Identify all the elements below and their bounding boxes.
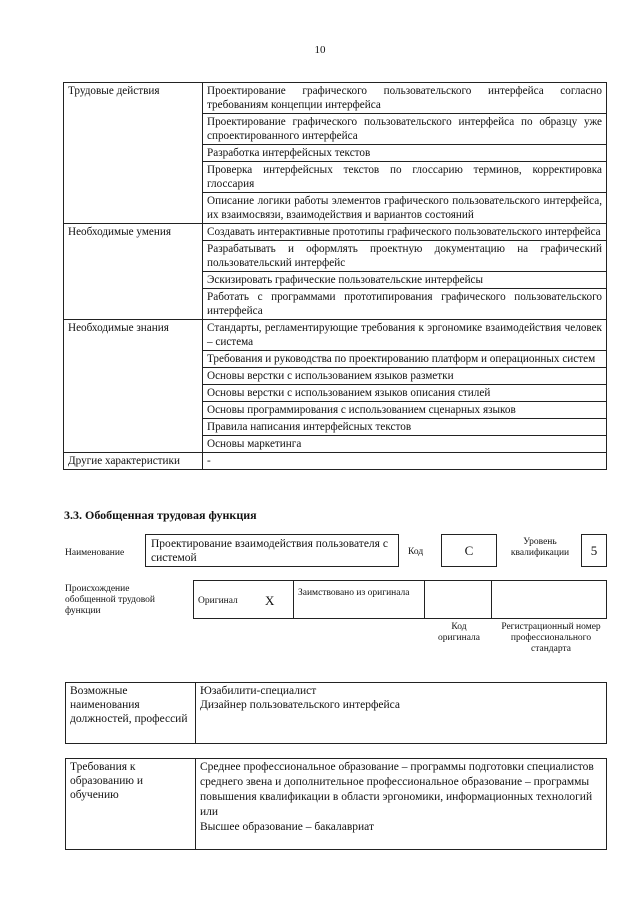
education-line: Среднее профессиональное образование – программы подготовки специалистов среднего звена и дополнительное профессиональное образование – программы повышения квалификации в области эргономики, информационных технологий [200,761,594,803]
education-line: или [200,806,219,818]
row-item: Проектирование графического пользовательского интерфейса по образцу уже спроектированного интерфейса [203,114,607,145]
vacancy-item: Юзабилити-специалист [200,685,317,697]
table-row [64,224,607,241]
original-mark: X [265,593,275,608]
row-item: Разработка интерфейсных текстов [203,145,607,162]
row-item: Создавать интерактивные прототипы графического пользовательского интерфейса [203,224,607,241]
education-label: Требования к образованию и обучению [66,759,196,850]
page-number: 10 [314,44,326,56]
vacancies-values [196,683,607,744]
table-row [64,83,607,114]
level-value: 5 [590,543,598,558]
code-original-label: Код оригинала [438,622,480,643]
vacancies-label: Возможные наименования должностей, профессий [66,683,196,744]
education-table [65,758,607,850]
level-label: Уровень квалификации [510,537,570,558]
row-item: Описание логики работы элементов графического пользовательского интерфейса, их взаимосвязи, взаимодействия и вариантов состояний [203,193,607,224]
row-item: Проектирование графического пользовательского интерфейса согласно требованиям концепции интерфейса [203,83,607,114]
origin-label: Происхождение обобщенной трудовой функции [65,584,155,616]
origin-box [193,580,607,619]
education-values [196,759,607,850]
function-name-box [145,534,399,567]
row-item: Требования и руководства по проектированию платформ и операционных систем [203,351,607,368]
vacancy-item: Дизайнер пользовательского интерфейса [200,699,401,711]
origin-divider-3 [491,580,492,619]
row-label: Необходимые знания [64,320,203,453]
name-label: Наименование [65,548,125,558]
row-item: Проверка интерфейсных текстов по глоссарию терминов, корректировка глоссария [203,162,607,193]
row-item: Разрабатывать и оформлять проектную документацию на графический пользовательский интерфейс [203,241,607,272]
row-item: Основы программирования с использованием сценарных языков [203,402,607,419]
row-item: - [203,453,607,470]
vacancies-table [65,682,607,744]
row-item: Основы верстки с использованием языков разметки [203,368,607,385]
row-item: Стандарты, регламентирующие требования к эргономике взаимодействия человек – система [203,320,607,351]
original-label: Оригинал [198,596,238,606]
row-label: Необходимые умения [64,224,203,320]
row-label: Другие характеристики [64,453,203,470]
labor-functions-table [63,82,607,470]
row-item: Основы маркетинга [203,436,607,453]
table-row [64,453,607,470]
table-row [64,320,607,351]
education-line: Высшее образование – бакалавриат [200,821,374,833]
row-item: Основы верстки с использованием языков описания стилей [203,385,607,402]
code-value-box [441,534,497,567]
reg-number-label: Регистрационный номер профессионального стандарта [501,622,601,654]
section-title: 3.3. Обобщенная трудовая функция [64,508,257,522]
code-value: C [464,543,474,558]
code-label: Код [408,547,424,557]
row-item: Правила написания интерфейсных текстов [203,419,607,436]
function-name-value: Проектирование взаимодействия пользователя с системой [151,538,388,564]
borrowed-label: Заимствовано из оригинала [298,588,410,598]
row-label: Трудовые действия [64,83,203,224]
level-value-box [581,534,607,567]
row-item: Работать с программами прототипирования графического пользовательского интерфейса [203,289,607,320]
origin-divider-1 [293,580,294,619]
row-item: Эскизировать графические пользовательские интерфейсы [203,272,607,289]
origin-divider-2 [424,580,425,619]
